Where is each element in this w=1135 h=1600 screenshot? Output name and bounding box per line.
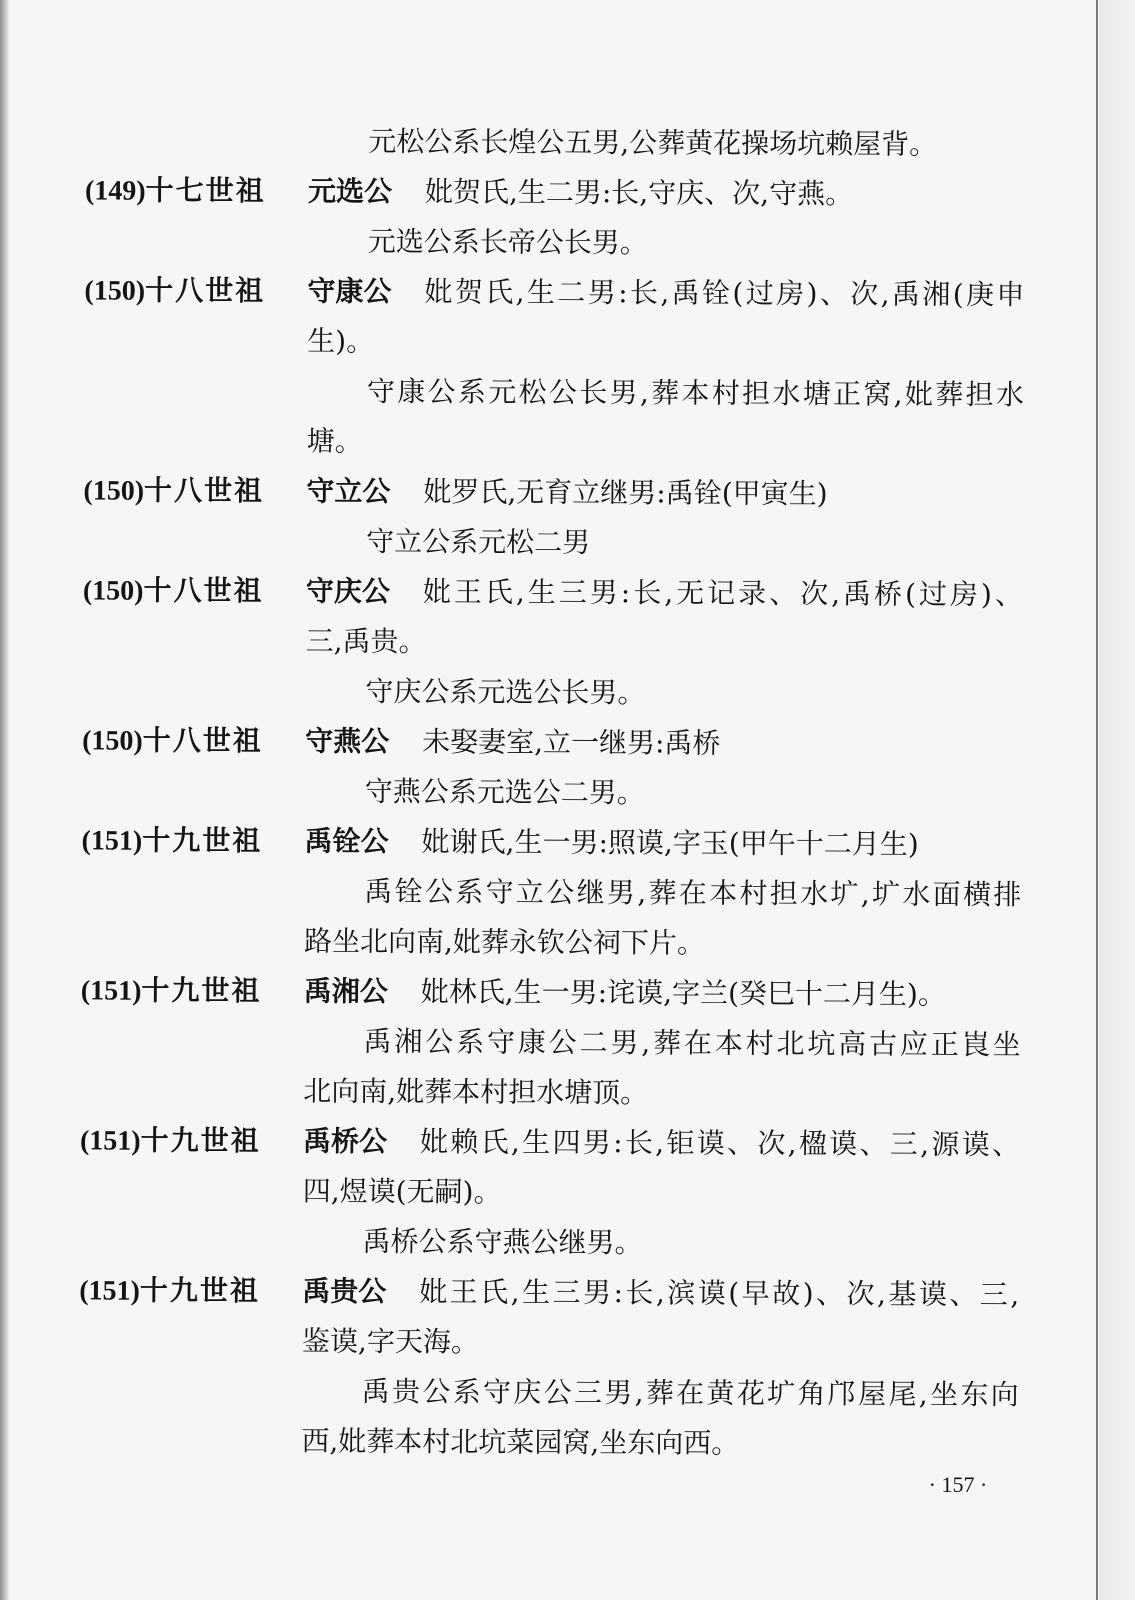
entry-note-line: 路坐北向南,妣葬永钦公祠下片。 xyxy=(303,924,706,960)
ancestor-name: 禹铨公 xyxy=(304,824,389,858)
entry-header-row xyxy=(7,465,1067,521)
scan-right-margin xyxy=(1099,0,1135,1600)
entry-header-row xyxy=(7,565,1067,621)
genealogy-entry xyxy=(2,1265,1063,1471)
genealogy-entry xyxy=(7,465,1068,571)
entry-note-row xyxy=(6,765,1066,821)
entry-header-row xyxy=(5,815,1065,871)
entry-text-continuation-row xyxy=(7,615,1067,671)
entry-label xyxy=(81,815,262,866)
ancestor-name: 守燕公 xyxy=(305,724,390,758)
entry-number: (151) xyxy=(80,975,142,1007)
entry-header-row xyxy=(9,165,1069,221)
genealogy-entry xyxy=(6,715,1067,821)
entry-note-row xyxy=(8,365,1068,421)
entry-note-line: 禹铨公系守立公继男,葬在本村担水圹,圹水面横排 xyxy=(364,874,1022,912)
entry-note-line: 守庆公系元选公长男。 xyxy=(365,674,646,710)
ancestor-name: 禹桥公 xyxy=(302,1124,388,1158)
entry-label xyxy=(84,265,265,316)
entry-note-row xyxy=(5,865,1065,921)
entry-number: (151) xyxy=(79,1125,141,1157)
genealogy-entry xyxy=(5,815,1066,971)
entry-note-row xyxy=(3,1365,1063,1421)
entry-note-line: 守燕公系元选公二男。 xyxy=(364,774,645,810)
entry-note-line: 守康公系元松公长男,葬本村担水塘正窝,妣葬担水 xyxy=(366,374,1025,412)
entry-note-line: 禹湘公系守康公二男,葬在本村北坑高古应正崀坐 xyxy=(363,1024,1021,1062)
generation-label: 十九世祖 xyxy=(140,1123,261,1158)
entry-note-row xyxy=(7,515,1067,571)
genealogy-entry xyxy=(8,265,1069,471)
entry-header-row xyxy=(3,1265,1063,1321)
entry-text-line: 四,煜谟(无嗣)。 xyxy=(302,1174,502,1209)
entry-text-continuation-row xyxy=(3,1315,1063,1371)
entry-text-line: 鉴谟,字天海。 xyxy=(301,1324,479,1359)
ancestor-name: 禹贵公 xyxy=(302,1274,387,1308)
entry-header-row xyxy=(8,265,1068,321)
entry-label xyxy=(83,465,264,516)
entry-label xyxy=(79,1265,260,1316)
entry-number: (149) xyxy=(84,175,146,207)
genealogy-entry xyxy=(4,965,1065,1121)
entry-label xyxy=(85,165,266,216)
entry-note-continuation-row xyxy=(4,1065,1064,1121)
page-border-line xyxy=(1096,0,1098,1600)
generation-label: 十八世祖 xyxy=(142,723,263,758)
entry-note-row xyxy=(3,1215,1063,1271)
generation-label: 十八世祖 xyxy=(144,473,265,508)
genealogy-entry xyxy=(3,1115,1064,1271)
entry-text-line: 三,禹贵。 xyxy=(305,624,427,659)
genealogy-entry xyxy=(6,565,1067,721)
entry-header-row xyxy=(6,715,1066,771)
generation-label: 十八世祖 xyxy=(145,273,266,308)
entry-label xyxy=(83,565,264,616)
entry-note-line: 守立公系元松二男 xyxy=(366,524,591,560)
generation-label: 十九世祖 xyxy=(139,1273,261,1308)
intro-note-line: 元松公系长煌公五男,公葬黄花操场坑赖屋背。 xyxy=(368,124,938,161)
entry-label xyxy=(81,965,262,1016)
entry-header-row xyxy=(4,1115,1064,1171)
entry-note-line: 塘。 xyxy=(306,424,363,458)
entry-text-line: 妣罗氏,无育立继男:禹铨(甲寅生) xyxy=(423,475,828,511)
entry-number: (151) xyxy=(79,1275,140,1307)
ancestor-name: 元选公 xyxy=(307,174,393,209)
genealogy-text xyxy=(2,0,1070,1471)
entry-text-line: 妣林氏,生一男:诧谟,字兰(癸巳十二月生)。 xyxy=(420,975,946,1011)
page-number: · 157 · xyxy=(928,1472,988,1497)
generation-label: 十九世祖 xyxy=(142,823,263,858)
intro-note-row xyxy=(9,115,1069,171)
entry-note-continuation-row xyxy=(8,415,1068,471)
entry-note-row xyxy=(4,1015,1064,1071)
entry-note-continuation-row xyxy=(5,915,1065,971)
entry-text-line: 妣王氏,生三男:长,滨谟(早故)、次,基谟、三, xyxy=(419,1275,1020,1312)
entry-note-line: 西,妣葬本村北坑菜园窝,坐东向西。 xyxy=(301,1424,740,1460)
entry-note-line: 禹贵公系守庆公三男,葬在黄花圹角邝屋尾,坐东向 xyxy=(361,1374,1019,1412)
entry-text-continuation-row xyxy=(4,1165,1064,1221)
entry-note-row xyxy=(9,215,1069,271)
genealogy-entry xyxy=(9,165,1070,271)
entry-note-row xyxy=(6,665,1066,721)
entry-number: (150) xyxy=(84,275,146,307)
entry-text-line: 妣贺氏,生二男:长,守庆、次,守燕。 xyxy=(424,175,854,211)
generation-label: 十八世祖 xyxy=(143,573,264,608)
entry-text-continuation-row xyxy=(8,315,1068,371)
entry-text-line: 生)。 xyxy=(307,324,375,358)
generation-label: 十九世祖 xyxy=(141,973,262,1008)
entry-label xyxy=(82,715,263,766)
ancestor-name: 守庆公 xyxy=(305,574,391,608)
generation-label: 十七世祖 xyxy=(145,173,266,208)
entry-header-row xyxy=(5,965,1065,1021)
entry-number: (151) xyxy=(81,825,143,857)
entry-text-line: 妣谢氏,生一男:照谟,字玉(甲午十二月生) xyxy=(421,825,919,861)
ancestor-name: 禹湘公 xyxy=(303,974,388,1008)
entry-text-line: 妣赖氏,生四男:长,钜谟、次,楹谟、三,源谟、 xyxy=(419,1125,1021,1162)
entry-label xyxy=(80,1115,261,1166)
entry-note-continuation-row xyxy=(2,1415,1062,1471)
entry-text-line: 未娶妻室,立一继男:禹桥 xyxy=(422,725,721,760)
entry-note-line: 禹桥公系守燕公继男。 xyxy=(362,1224,643,1260)
entry-note-line: 北向南,妣葬本村担水塘顶。 xyxy=(303,1074,649,1110)
ancestor-name: 守康公 xyxy=(307,274,392,309)
page-content xyxy=(2,0,1070,1506)
entry-number: (150) xyxy=(82,575,144,607)
entry-number: (150) xyxy=(83,475,145,507)
entry-number: (150) xyxy=(82,725,143,757)
entry-note-line: 元选公系长帝公长男。 xyxy=(367,224,648,260)
ancestor-name: 守立公 xyxy=(306,474,391,508)
entry-text-line: 妣王氏,生三男:长,无记录、次,禹桥(过房)、 xyxy=(422,575,1023,612)
entry-text-line: 妣贺氏,生二男:长,禹铨(过房)、次,禹湘(庚申 xyxy=(424,275,1025,312)
